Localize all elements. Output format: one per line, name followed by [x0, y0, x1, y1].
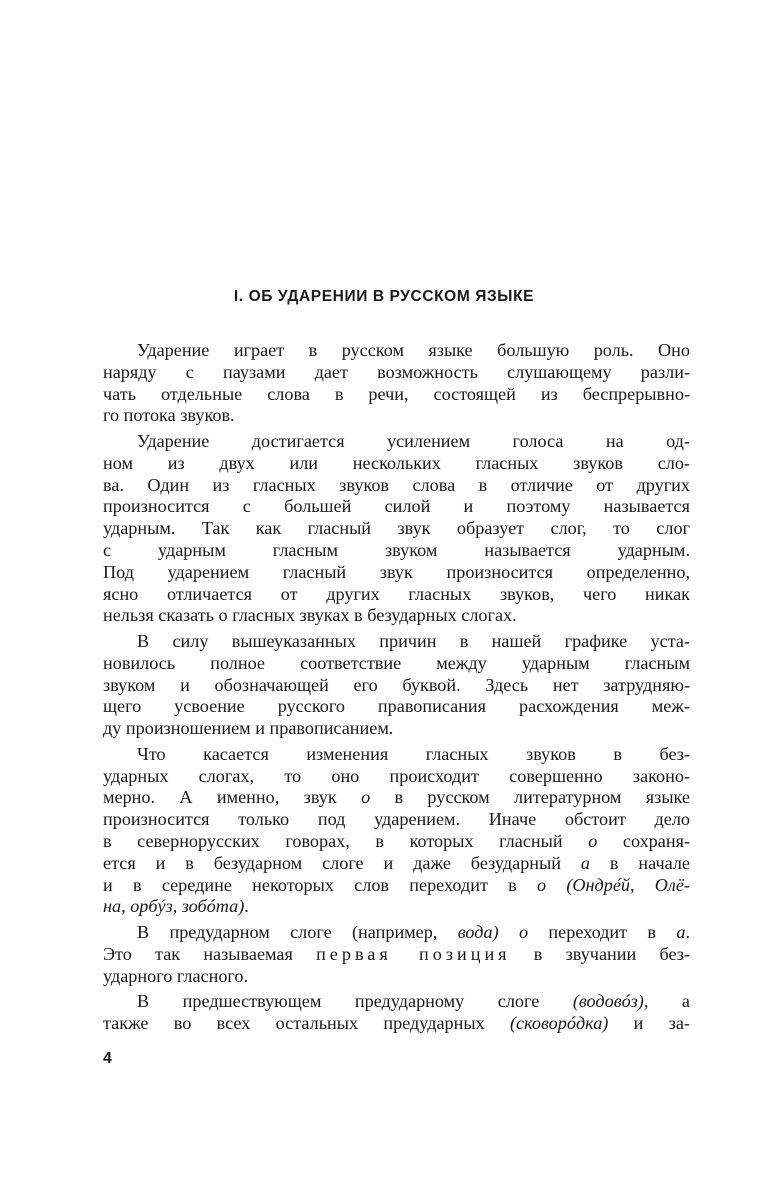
italic-text: а — [676, 921, 686, 942]
text-segment: произносится с большей силой и поэтому называется — [103, 496, 690, 517]
text-segment: сохраня- — [597, 830, 690, 851]
text-segment: переходит в — [528, 921, 677, 942]
text-line — [103, 991, 690, 1013]
text-segment: го потока звуков. — [103, 405, 235, 426]
text-segment: произносится только под ударением. Иначе обстоит дело — [103, 809, 690, 830]
text-segment: ва. Один из гласных звуков слова в отличие от других — [103, 474, 690, 495]
text-line — [103, 384, 690, 406]
text-segment: В предшествующем предударному слоге — [137, 991, 573, 1012]
text-segment: Ударение играет в русском языке большую роль. Оно — [137, 340, 690, 360]
italic-text: о (Ондрéй, Олё- — [536, 874, 690, 895]
text-line — [103, 896, 690, 918]
text-segment: в русском литературном языке — [370, 787, 691, 808]
text-segment: мерно. А именно, звук — [103, 787, 362, 808]
paragraph — [103, 922, 690, 987]
text-line — [103, 340, 690, 362]
text-line — [103, 453, 690, 475]
text-segment: Под ударением гласный звук произносится определенно, — [103, 561, 690, 582]
text-line — [103, 966, 690, 988]
text-line — [103, 718, 690, 740]
text-line — [103, 766, 690, 788]
text-line — [103, 809, 690, 831]
text-line — [103, 362, 690, 384]
italic-text: (сковорóдка) — [509, 1012, 609, 1033]
text-segment: чать отдельные слова в речи, состоящей из беспрерывно- — [103, 383, 690, 404]
text-segment: с ударным гласным звуком называется ударным. — [103, 539, 690, 560]
chapter-title: I. ОБ УДАРЕНИИ В РУССКОМ ЯЗЫКЕ — [233, 288, 535, 305]
text-segment: ется и в безударном слоге и даже безударный — [103, 852, 581, 873]
text-segment: ду произношением и правописанием. — [103, 718, 394, 739]
italic-text: о — [588, 830, 598, 851]
text-line — [103, 787, 690, 809]
paragraph — [103, 431, 690, 627]
paragraph — [103, 744, 690, 918]
text-line — [103, 431, 690, 453]
italic-text: на, орбýз, зобóта) — [103, 896, 245, 917]
text-segment: в звучании без- — [510, 943, 690, 964]
text-segment: ном из двух или нескольких гласных звуков сло- — [103, 452, 690, 473]
paragraph — [103, 631, 690, 740]
text-line — [103, 1013, 690, 1035]
text-line — [103, 518, 690, 540]
text-segment: и за- — [608, 1012, 690, 1033]
text-segment: ясно отличается от других гласных звуков, чего никак — [103, 583, 690, 604]
text-line — [103, 922, 690, 944]
text-segment: щего усвоение русского правописания расхождения меж- — [103, 696, 690, 717]
text-segment: новилось полное соответствие между ударным гласным — [103, 652, 690, 673]
text-segment: а — [648, 991, 690, 1012]
text-segment: также во всех остальных предударных — [103, 1012, 510, 1033]
text-line — [103, 653, 690, 675]
paragraph — [103, 340, 690, 427]
text-segment: В силу вышеуказанных причин в нашей графике уста- — [137, 630, 690, 651]
text-segment: звуком и обозначающей его буквой. Здесь нет затрудняю- — [103, 674, 690, 695]
italic-text: (водовóз), — [572, 991, 649, 1012]
spaced-emphasis-text: первая позиция — [316, 943, 511, 964]
text-segment: . — [685, 921, 691, 942]
text-segment: в севернорусских говорах, в которых гласный — [103, 830, 589, 851]
text-line — [103, 875, 690, 897]
text-line — [103, 631, 690, 653]
text-segment: В предударном слоге (например, — [137, 921, 458, 942]
text-segment: Что касается изменения гласных звуков в без- — [137, 743, 690, 764]
text-line — [103, 496, 690, 518]
text-line — [103, 562, 690, 584]
text-line — [103, 475, 690, 497]
italic-text: вода) о — [457, 921, 529, 942]
page-number: 4 — [103, 1050, 112, 1067]
text-segment: Это так называемая — [103, 943, 317, 964]
text-segment: ударного гласного. — [103, 965, 249, 986]
page-body-text — [103, 340, 690, 1038]
text-segment: нельзя сказать о гласных звуках в безударных слогах. — [103, 605, 517, 626]
text-line — [103, 831, 690, 853]
text-line — [103, 675, 690, 697]
text-line — [103, 944, 690, 966]
text-line — [103, 744, 690, 766]
text-segment: в начале — [589, 852, 690, 873]
text-segment: ударным. Так как гласный звук образует слог, то слог — [103, 518, 690, 539]
text-line — [103, 540, 690, 562]
text-line — [103, 696, 690, 718]
text-segment: . — [244, 896, 249, 917]
italic-text: о — [361, 787, 371, 808]
text-segment: наряду с паузами дает возможность слушающему разли- — [103, 361, 690, 382]
text-line — [103, 853, 690, 875]
text-segment: и в середине некоторых слов переходит в — [103, 874, 537, 895]
paragraph — [103, 991, 690, 1035]
text-line — [103, 605, 690, 627]
text-segment: Ударение достигается усилением голоса на од- — [137, 430, 690, 451]
text-segment: ударных слогах, то оно происходит совершенно законо- — [103, 765, 690, 786]
text-line — [103, 405, 690, 427]
text-line — [103, 584, 690, 606]
italic-text: а — [580, 852, 590, 873]
